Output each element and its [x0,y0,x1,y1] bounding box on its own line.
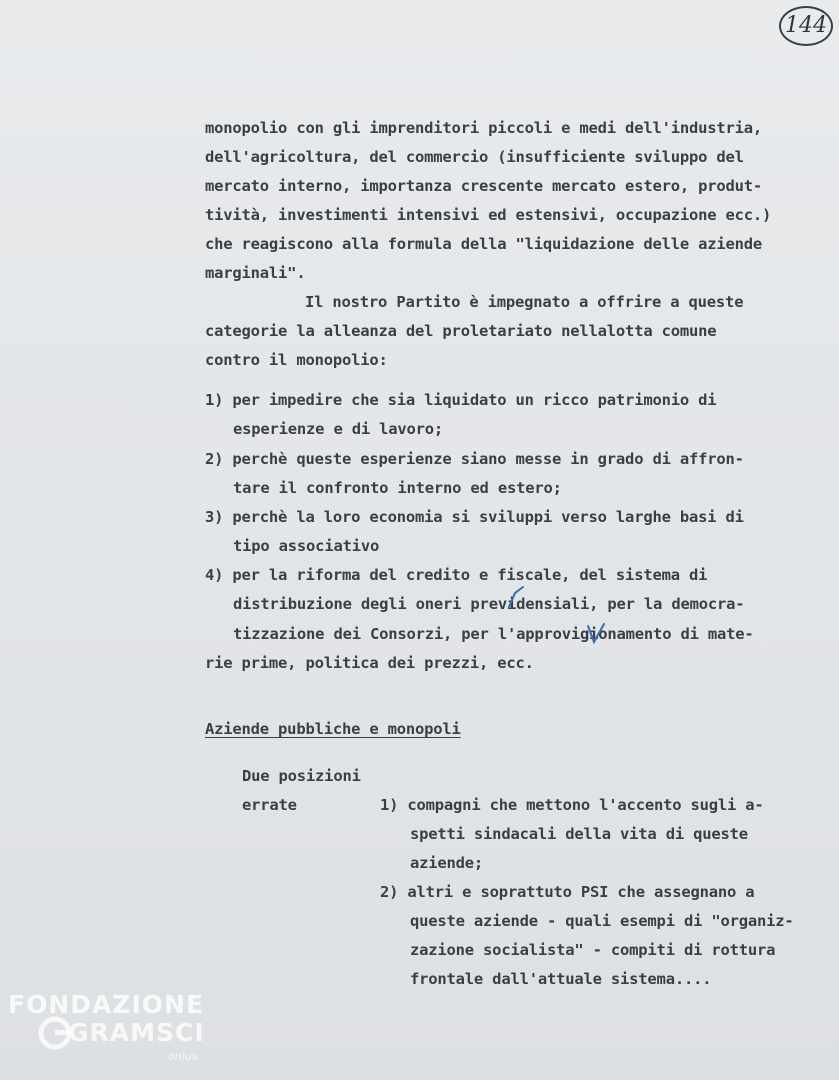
list-item-continuation: frontale dall'attuale sistema.... [410,970,712,988]
correction-mark-icon [584,618,614,648]
text-line: Il nostro Partito è impegnato a offrire a queste [305,293,744,311]
list-item-continuation: tare il confronto interno ed estero; [233,479,562,497]
list-item: 2) perchè queste esperienze siano messe in grado di affron- [205,450,744,468]
list-item-continuation: esperienze e di lavoro; [233,420,444,438]
section-heading: Aziende pubbliche e monopoli [205,720,461,738]
list-item-continuation: tizzazione dei Consorzi, per l'approvigionamento di mate- [233,625,754,643]
text-line: monopolio con gli imprenditori piccoli e medi dell'industria, [205,119,763,137]
list-item: 1) compagni che mettono l'accento sugli a- [380,796,764,814]
list-item-continuation: distribuzione degli oneri previdensiali, per la democra- [233,595,745,613]
list-item: 3) perchè la loro economia si sviluppi verso larghe basi di [205,508,744,526]
text-line: che reagiscono alla formula della "liquidazione delle aziende [205,235,763,253]
list-item: 4) per la riforma del credito e fiscale, del sistema di [205,566,708,584]
text-line: contro il monopolio: [205,351,388,369]
list-item-continuation: zazione socialista" - compiti di rottura [410,941,776,959]
background-watermark [470,496,544,560]
fondazione-gramsci-logo [8,990,208,1075]
list-item-continuation: tipo associativo [233,537,380,555]
list-item-continuation: aziende; [410,854,484,872]
logo-line-2: GRAMSCI [68,1018,205,1047]
logo-line-1: FONDAZIONE [8,990,205,1019]
logo-g-icon [38,1016,72,1050]
list-item: 2) altri e soprattuto PSI che assegnano a [380,883,755,901]
page-number: 144 [779,6,833,46]
correction-mark-icon [503,583,533,613]
text-line: mercato interno, importanza crescente mercato estero, produt- [205,177,763,195]
text-line: tività, investimenti intensivi ed estensivi, occupazione ecc.) [205,206,772,224]
list-item-continuation: rie prime, politica dei prezzi, ecc. [205,654,534,672]
text-line: marginali". [205,264,306,282]
list-item-continuation: spetti sindacali della vita di queste [410,825,748,843]
text-line: categorie la alleanza del proletariato nellalotta comune [205,322,717,340]
side-label: errate [242,796,297,814]
logo-line-3: onlus [168,1050,198,1063]
side-label: Due posizioni [242,767,361,785]
text-line: dell'agricoltura, del commercio (insufficiente sviluppo del [205,148,744,166]
list-item-continuation: queste aziende - quali esempi di "organiz- [410,912,794,930]
list-item: 1) per impedire che sia liquidato un ricco patrimonio di [205,391,717,409]
